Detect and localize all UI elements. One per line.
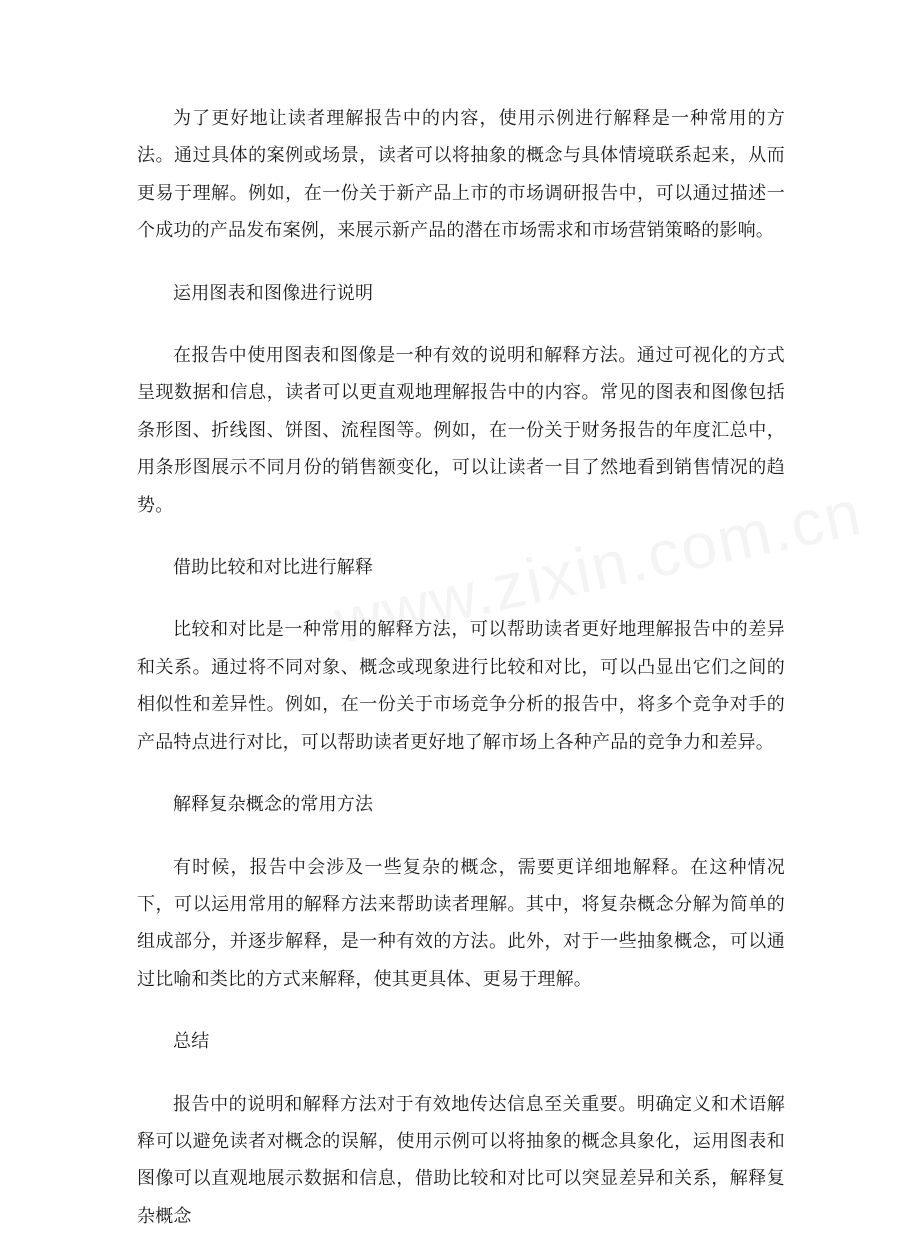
- paragraph-complex-concepts: 有时候，报告中会涉及一些复杂的概念，需要更详细地解释。在这种情况下，可以运用常用的解释方法来帮助读者理解。其中，将复杂概念分解为简单的组成部分，并逐步解释，是一种有效的方法。此外，对于一些抽象概念，可以通过比喻和类比的方式来解释，使其更具体、更易于理解。: [137, 856, 785, 990]
- paragraph-charts: 在报告中使用图表和图像是一种有效的说明和解释方法。通过可视化的方式呈现数据和信息，读者可以更直观地理解报告中的内容。常见的图表和图像包括条形图、折线图、饼图、流程图等。例如，在一份关于财务报告的年度汇总中，用条形图展示不同月份的销售额变化，可以让读者一目了然地看到销售情况的趋势。: [137, 345, 785, 516]
- paragraph-summary: 报告中的说明和解释方法对于有效地传达信息至关重要。明确定义和术语解释可以避免读者对概念的误解，使用示例可以将抽象的概念具象化，运用图表和图像可以直观地展示数据和信息，借助比较和对比可以突显差异和关系，解释复杂概念: [137, 1093, 785, 1227]
- section-heading-comparison: 借助比较和对比进行解释: [173, 557, 374, 579]
- section-heading-summary: 总结: [173, 1031, 210, 1053]
- document-body: [137, 100, 785, 1260]
- section-heading-complex-concepts: 解释复杂概念的常用方法: [173, 794, 374, 816]
- paragraph-examples: 为了更好地让读者理解报告中的内容，使用示例进行解释是一种常用的方法。通过具体的案例或场景，读者可以将抽象的概念与具体情境联系起来，从而更易于理解。例如，在一份关于新产品上市的市场调研报告中，可以通过描述一个成功的产品发布案例，来展示新产品的潜在市场需求和市场营销策略的影响。: [137, 108, 785, 242]
- section-heading-charts: 运用图表和图像进行说明: [173, 282, 374, 304]
- paragraph-comparison: 比较和对比是一种常用的解释方法，可以帮助读者更好地理解报告中的差异和关系。通过将不同对象、概念或现象进行比较和对比，可以凸显出它们之间的相似性和差异性。例如，在一份关于市场竞争分析的报告中，将多个竞争对手的产品特点进行对比，可以帮助读者更好地了解市场上各种产品的竞争力和差异。: [137, 619, 785, 753]
